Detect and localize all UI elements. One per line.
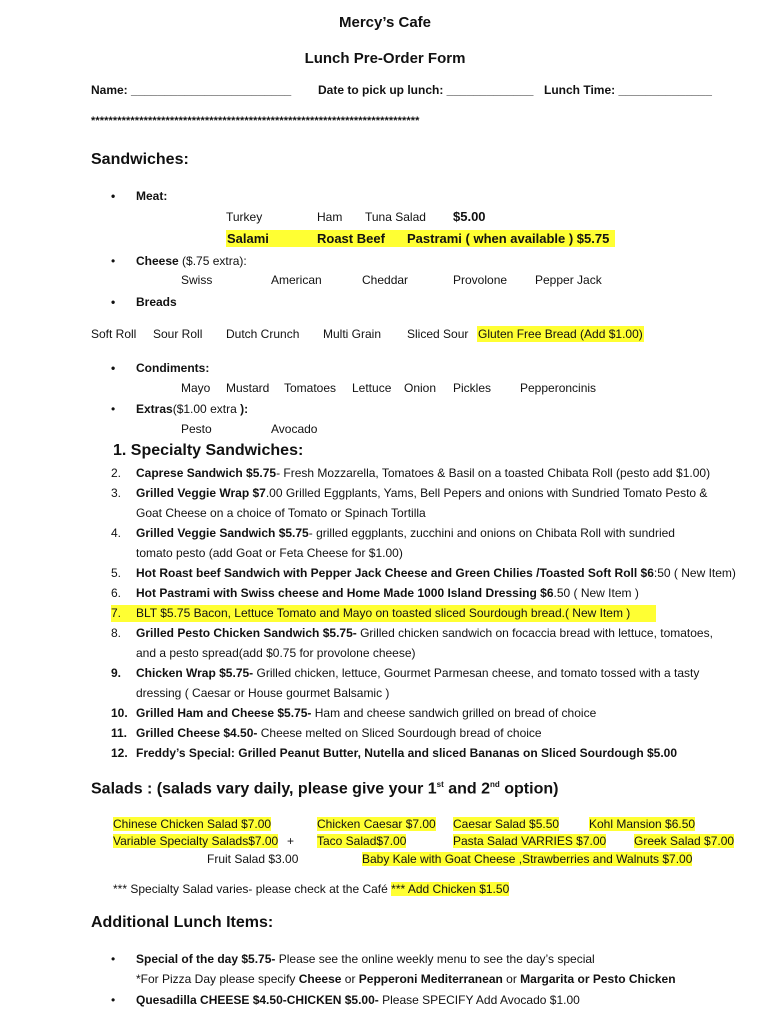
quesadilla-item[interactable] [136,993,580,1007]
pizza-cheese: Cheese [298,972,342,986]
salad-pasta[interactable]: Pasta Salad VARRIES $7.00 [453,834,607,848]
extra-avocado[interactable]: Avocado [271,422,318,436]
bread-sliced-sour[interactable]: Sliced Sour [407,327,469,341]
pizza-margarita: Margarita or Pesto Chicken [520,972,676,986]
item-title: Grilled Pesto Chicken Sandwich $5.75- [136,626,357,640]
quesadilla-title: Quesadilla CHEESE $4.50-CHICKEN $5.00- [136,993,379,1007]
item-number: 5. [111,566,122,580]
extras-label: Extras [136,402,173,416]
bread-gluten-free[interactable]: Gluten Free Bread (Add $1.00) [478,327,643,341]
specialty-item-11[interactable] [111,726,542,740]
special-desc: Please see the online weekly menu to see the day’s special [275,952,595,966]
meat-ham[interactable]: Ham [317,210,343,224]
extras-note: ($1.00 extra [172,402,241,416]
cheese-american[interactable]: American [271,273,322,287]
cheese-label-row [136,254,247,268]
salad-note [113,882,509,896]
specialty-item-8[interactable] [111,626,713,640]
specialty-item-4[interactable] [111,526,675,540]
item-desc: :50 ( New Item) [653,566,736,580]
condiment-tomatoes[interactable]: Tomatoes [284,381,337,395]
item-title: Caprese Sandwich $5.75 [136,466,277,480]
salads-heading-mid: and 2 [443,780,491,798]
add-chicken-note: *** Add Chicken $1.50 [391,882,510,896]
pizza-day-note [136,972,676,986]
cheese-label: Cheese [136,254,179,268]
condiment-lettuce[interactable]: Lettuce [352,381,392,395]
condiment-pepperoncinis[interactable]: Pepperoncinis [520,381,597,395]
meat-label: • Meat: [136,189,167,203]
condiment-onion[interactable]: Onion [404,381,437,395]
pizza-or: or [502,972,521,986]
specialty-item-3-cont: Goat Cheese on a choice of Tomato or Spinach Tortilla [136,506,426,520]
item-desc: .00 Grilled Eggplants, Yams, Bell Pepers and onions with Sundried Tomato Pesto & [265,486,708,500]
item-number: 6. [111,586,122,600]
item-title: Grilled Ham and Cheese $5.75- [136,706,312,720]
bread-sour-roll[interactable]: Sour Roll [153,327,203,341]
condiment-mustard[interactable]: Mustard [226,381,270,395]
item-title: Hot Pastrami with Swiss cheese and Home Made 1000 Island Dressing $6 [136,586,554,600]
salad-taco[interactable]: Taco Salad$7.00 [317,834,407,848]
sup-nd: nd [490,780,500,789]
cheese-swiss[interactable]: Swiss [181,273,213,287]
salads-heading-text: Salads : (salads vary daily, please give your 1 [91,780,437,798]
cheese-extra: ($.75 extra): [182,254,247,268]
item-number: 7. [111,606,122,620]
condiment-mayo[interactable]: Mayo [181,381,211,395]
item-number: 11. [111,726,128,740]
specialty-item-12[interactable] [111,746,678,760]
salad-kohl-mansion[interactable]: Kohl Mansion $6.50 [589,817,696,831]
cheese-provolone[interactable]: Provolone [453,273,508,287]
salad-note-text: *** Specialty Salad varies- please check at the Café [113,882,392,896]
specialty-item-10[interactable] [111,706,597,720]
cheese-pepper-jack[interactable]: Pepper Jack [535,273,602,287]
extras-close: ): [240,402,249,416]
pizza-or: or [341,972,359,986]
salad-fruit[interactable]: Fruit Salad $3.00 [207,852,299,866]
date-field[interactable]: Date to pick up lunch: _____________ [318,83,534,97]
item-title: Freddy’s Special: Grilled Peanut Butter, Nutella and sliced Bananas on Sliced Sourdough $5.00 [136,746,678,760]
item-title: Grilled Veggie Wrap $7 [136,486,266,500]
salad-baby-kale[interactable]: Baby Kale with Goat Cheese ,Strawberries and Walnuts $7.00 [362,852,693,866]
quesadilla-desc: Please SPECIFY Add Avocado $1.00 [378,993,580,1007]
meat-turkey[interactable]: Turkey [226,210,263,224]
meat-tuna[interactable]: Tuna Salad [365,210,426,224]
salad-chicken-caesar[interactable]: Chicken Caesar $7.00 [317,817,436,831]
separator-stars: *************************************************************************** [91,115,420,127]
specialty-item-9[interactable] [111,666,700,680]
meat-roast-beef[interactable]: Roast Beef [317,231,385,246]
specialty-item-7[interactable] [111,606,631,620]
item-title: Chicken Wrap $5.75- [136,666,254,680]
form-title: Lunch Pre-Order Form [304,50,466,67]
pizza-pepperoni: Pepperoni Mediterranean [358,972,503,986]
item-desc: Grilled chicken, lettuce, Gourmet Parmesan cheese, and tomato tossed with a tasty [253,666,700,680]
special-title: Special of the day $5.75- [136,952,276,966]
item-desc: Cheese melted on Sliced Sourdough bread of choice [257,726,542,740]
specialty-item-6[interactable] [111,586,639,600]
condiments-label: • Condiments: [136,361,209,375]
salad-chinese-chicken[interactable]: Chinese Chicken Salad $7.00 [113,817,272,831]
item-desc: - grilled eggplants, zucchini and onions on Chibata Roll with sundried [308,526,675,540]
specialty-item-9-cont: dressing ( Caesar or House gourmet Balsamic ) [136,686,390,700]
cheese-cheddar[interactable]: Cheddar [362,273,409,287]
additional-heading: Additional Lunch Items: [91,914,274,931]
item-number: 2. [111,466,122,480]
name-field[interactable]: Name: ________________________ [91,83,292,97]
meat-pastrami[interactable]: Pastrami ( when available ) $5.75 [407,231,610,246]
salad-plus-sign: + [287,834,295,848]
extras-label-row [136,402,248,416]
salad-caesar[interactable]: Caesar Salad $5.50 [453,817,560,831]
specialty-item-2[interactable] [111,466,711,480]
salad-variable-specialty[interactable]: Variable Specialty Salads$7.00 [113,834,279,848]
item-desc: Ham and cheese sandwich grilled on bread of choice [311,706,597,720]
item-number: 9. [111,666,122,680]
item-number: 10. [111,706,128,720]
time-field[interactable]: Lunch Time: ______________ [544,83,712,97]
item-title: Grilled Cheese $4.50- [136,726,258,740]
bread-dutch-crunch[interactable]: Dutch Crunch [226,327,300,341]
specialty-item-4-cont: tomato pesto (add Goat or Feta Cheese for $1.00) [136,546,403,560]
item-number: 3. [111,486,122,500]
specialty-item-3[interactable] [111,486,708,500]
bread-multi-grain[interactable]: Multi Grain [323,327,382,341]
sandwiches-heading: Sandwiches: [91,151,189,168]
specialty-item-8-cont: and a pesto spread(add $0.75 for provolone cheese) [136,646,416,660]
item-desc: .50 ( New Item ) [553,586,639,600]
item-title: Grilled Veggie Sandwich $5.75 [136,526,309,540]
condiment-pickles[interactable]: Pickles [453,381,492,395]
item-title: Hot Roast beef Sandwich with Pepper Jack Cheese and Green Chilies /Toasted Soft Roll $6 [136,566,654,580]
salads-heading-post: option) [499,780,559,798]
item-number: 8. [111,626,122,640]
sup-st: st [436,780,444,789]
meat-salami[interactable]: Salami [227,231,269,246]
extra-pesto[interactable]: Pesto [181,422,212,436]
breads-label: • Breads [136,295,177,309]
salad-greek[interactable]: Greek Salad $7.00 [634,834,735,848]
bread-soft-roll[interactable]: Soft Roll [91,327,137,341]
item-desc: Grilled chicken sandwich on focaccia bread with lettuce, tomatoes, [356,626,713,640]
item-number: 12. [111,746,128,760]
meat-price-1: $5.00 [453,209,486,224]
cafe-title: Mercy’s Cafe [339,14,431,31]
item-desc: - Fresh Mozzarella, Tomatoes & Basil on a toasted Chibata Roll (pesto add $1.00) [276,466,711,480]
item-number: 4. [111,526,122,540]
pizza-pre: *For Pizza Day please specify [136,972,299,986]
specialty-heading: 1. Specialty Sandwiches: [113,442,304,459]
item-desc: BLT $5.75 Bacon, Lettuce Tomato and Mayo on toasted sliced Sourdough bread.( New Item ) [136,606,631,620]
salads-heading [91,780,558,798]
specialty-item-5[interactable] [111,566,736,580]
special-of-the-day[interactable] [136,952,595,966]
